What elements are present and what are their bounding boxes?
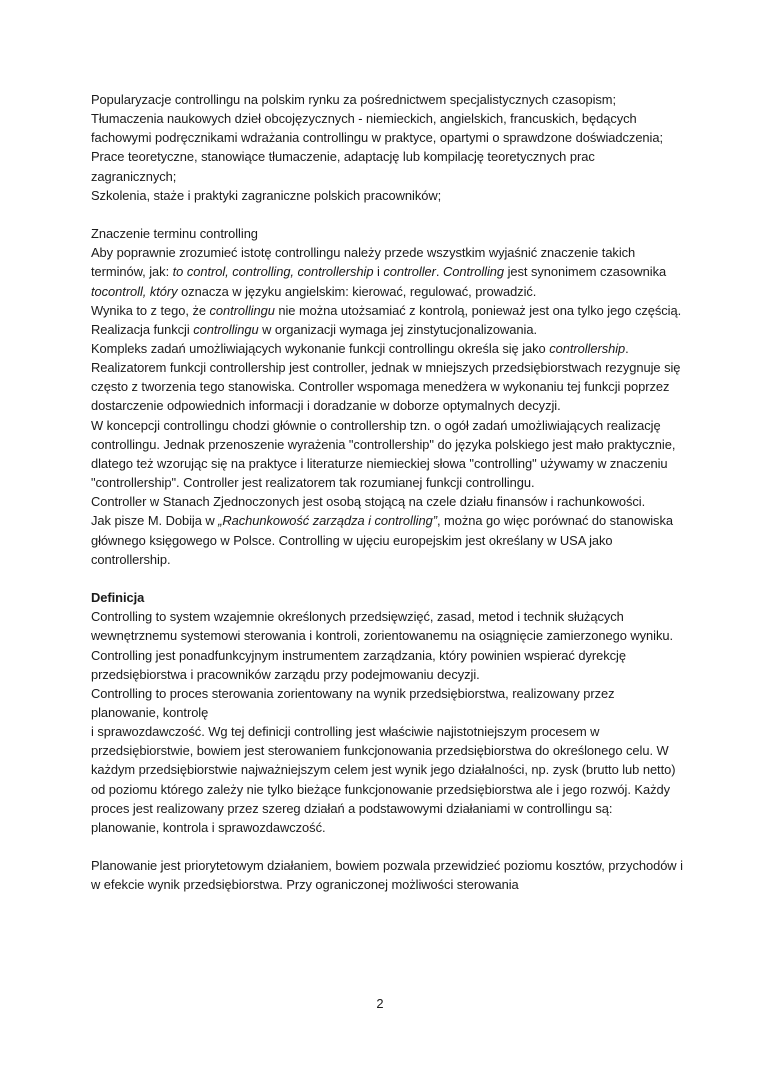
- list-item: Prace teoretyczne, stanowiące tłumaczenie, adaptację lub kompilację teoretycznych prac zagranicznych;: [91, 149, 595, 184]
- paragraph: Kompleks zadań umożliwiających wykonanie funkcji controllingu określa się jako controllership.: [91, 341, 629, 357]
- paragraph: Controlling to proces sterowania zorientowany na wynik przedsiębiorstwa, realizowany przez planowanie, kontrolę: [91, 685, 615, 720]
- paragraph: Planowanie jest priorytetowym działaniem, bowiem pozwala przewidzieć poziomu kosztów, przychodów i w efekcie wynik przedsiębiorstwa. Przy ograniczonej możliwości sterowania: [91, 858, 683, 893]
- spacer: [91, 205, 683, 224]
- paragraph: Controlling to system wzajemnie określonych przedsięwzięć, zasad, metod i technik służących wewnętrznemu systemowi sterowania i kontroli, zorientowanemu na osiągnięcie zamierzonego wyniku.: [91, 609, 674, 644]
- paragraph: Wynika to z tego, że controllingu nie można utożsamiać z kontrolą, ponieważ jest ona tylko jego częścią. Realizacja funkcji controllingu w organizacji wymaga jej zinstytucjonalizowania.: [91, 302, 682, 337]
- section-heading-znaczenie: Znaczenie terminu controlling: [91, 226, 258, 242]
- page-content: [91, 90, 683, 895]
- list-item: Popularyzacje controllingu na polskim rynku za pośrednictwem specjalistycznych czasopism;: [91, 92, 617, 107]
- paragraph: Jak pisze M. Dobija w „Rachunkowość zarządza i controlling”, można go więc porównać do stanowiska głównego księgowego w Polsce. Controlling w ujęciu europejskim jest określany w USA jako controllership.: [91, 513, 673, 567]
- paragraph: Realizatorem funkcji controllership jest controller, jednak w mniejszych przedsiębiorstwach rezygnuje się często z tworzenia tego stanowiska. Controller wspomaga menedżera w wykonaniu tej funkcji poprzez dostarczenie odpowiednich informacji i doradzanie w doborze optymalnych decyzji.: [91, 360, 681, 414]
- spacer: [91, 837, 683, 856]
- list-item: Tłumaczenia naukowych dzieł obcojęzycznych - niemieckich, angielskich, francuskich, będących fachowymi podręcznikami wdrażania controllingu w praktyce, opartymi o sprawdzone doświadczenia;: [91, 111, 664, 146]
- list-item: Szkolenia, staże i praktyki zagraniczne polskich pracowników;: [91, 187, 442, 203]
- page-number: 2: [376, 996, 384, 1011]
- paragraph: Controlling jest ponadfunkcyjnym instrumentem zarządzania, który powinien wspierać dyrekcję przedsiębiorstwa i pracowników zarządu przy podejmowaniu decyzji.: [91, 647, 626, 682]
- paragraph: Aby poprawnie zrozumieć istotę controllingu należy przede wszystkim wyjaśnić znaczenie takich terminów, jak: to control, controlling, controllership i controller. Controlling jest synonimem czasownika tocontroll, który oznacza w języku angielskim: kierować, regulować, prowadzić.: [91, 245, 667, 299]
- paragraph: i sprawozdawczość. Wg tej definicji controlling jest właściwie najistotniejszym procesem w przedsiębiorstwie, bowiem jest sterowaniem funkcjonowania przedsiębiorstwa do określonego celu. W każdym przedsiębiorstwie najważniejszym celem jest wynik jego działalności, np. zysk (brutto lub netto) od poziomu którego zależy nie tylko bieżące funkcjonowanie przedsiębiorstwa ale i jego rozwój. Każdy proces jest realizowany przez szereg działań a podstawowymi działaniami w controllingu są: planowanie, kontrola i sprawozdawczość.: [91, 724, 676, 835]
- paragraph: W koncepcji controllingu chodzi głównie o controllership tzn. o ogół zadań umożliwiających realizację controllingu. Jednak przenoszenie wyrażenia "controllership" do języka polskiego jest mało praktycznie, dlatego też wzorując się na praktyce i literaturze niemieckiej słowa "controlling" używamy w znaczeniu "controllership". Controller jest realizatorem tak rozumianej funkcji controllingu.: [91, 417, 676, 491]
- section-heading-definicja: Definicja: [91, 590, 145, 606]
- paragraph: Controller w Stanach Zjednoczonych jest osobą stojącą na czele działu finansów i rachunkowości.: [91, 494, 646, 510]
- spacer: [91, 569, 683, 588]
